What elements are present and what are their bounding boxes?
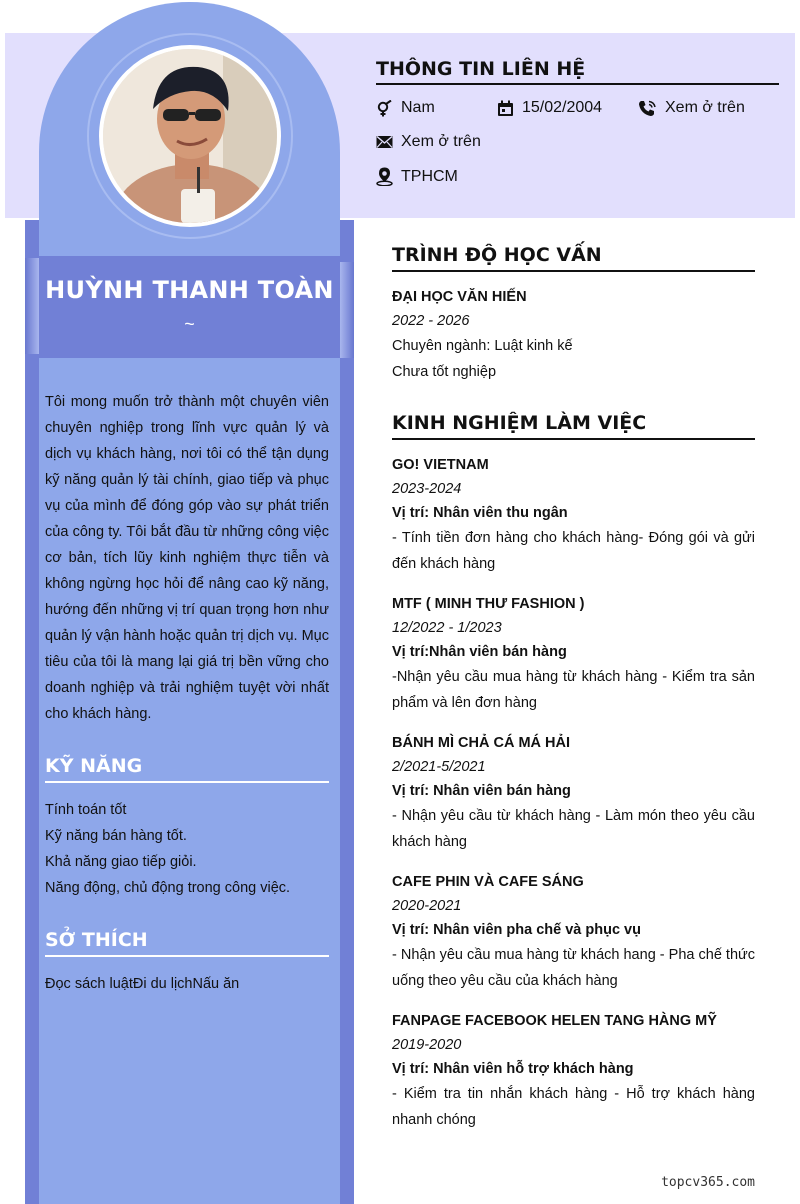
contact-gender-value: Nam [401, 99, 435, 116]
education-school: ĐẠI HỌC VĂN HIẾN [392, 289, 527, 305]
hobbies-heading: SỞ THÍCH [45, 929, 329, 957]
experience-role: Vị trí: Nhân viên pha chế và phục vụ [392, 922, 641, 938]
phone-icon [638, 100, 657, 117]
experience-period: 2023-2024 [392, 481, 462, 497]
contact-email-value: Xem ở trên [401, 133, 481, 150]
skills-list [45, 797, 329, 901]
education-major: Chuyên ngành: Luật kinh kế [392, 338, 573, 354]
experience-company: FANPAGE FACEBOOK HELEN TANG HÀNG MỸ [392, 1013, 717, 1029]
experience-role: Vị trí:Nhân viên bán hàng [392, 644, 567, 660]
experience-company: BÁNH MÌ CHẢ CÁ MÁ HẢI [392, 735, 571, 751]
skill-item: Kỹ năng bán hàng tốt. [45, 828, 187, 844]
skills-heading: KỸ NĂNG [45, 755, 329, 783]
experience-company: CAFE PHIN VÀ CAFE SÁNG [392, 874, 584, 890]
experience-heading: KINH NGHIỆM LÀM VIỆC [392, 412, 755, 440]
contact-heading: THÔNG TIN LIÊN HỆ [376, 58, 779, 85]
experience-period: 2019-2020 [392, 1037, 462, 1053]
experience-entry [392, 1009, 755, 1133]
experience-company: MTF ( MINH THƯ FASHION ) [392, 596, 585, 612]
contact-gender [376, 99, 435, 117]
footer-brand: topcv365.com [661, 1175, 755, 1190]
education-status: Chưa tốt nghiệp [392, 364, 497, 380]
contact-birthday-value: 15/02/2004 [522, 99, 603, 116]
skill-item: Tính toán tốt [45, 802, 127, 818]
person-name: HUỲNH THANH TOÀN [45, 276, 334, 304]
experience-description: -Nhận yêu cầu mua hàng từ khách hàng - Kiểm tra sản phẩm và lên đơn hàng [392, 669, 755, 711]
experience-period: 2020-2021 [392, 898, 462, 914]
experience-entry [392, 453, 755, 577]
contact-birthday [497, 99, 602, 117]
experience-description: - Nhận yêu cầu từ khách hàng - Làm món theo yêu cầu khách hàng [392, 808, 755, 850]
education-entry [392, 285, 755, 385]
education-heading: TRÌNH ĐỘ HỌC VẤN [392, 244, 755, 272]
ribbon-shine-right [340, 262, 354, 358]
hobbies-text: Đọc sách luậtĐi du lịchNấu ăn [45, 976, 240, 992]
career-objective: Tôi mong muốn trở thành một chuyên viên chuyên nghiệp trong lĩnh vực quản lý và dịch vụ khách hàng, nơi tôi có thể tận dụng kỹ năng quản lý tài chính, giao tiếp và phục vụ của mình để đóng góp vào sự phát triển của công ty. Tôi bắt đầu từ những công việc cơ bản, tích lũy kinh nghiệm thực tiễn và không ngừng học hỏi để nâng cao kỹ năng, hướng đến những vị trí quan trọng hơn như quản lý vận hành hoặc quản trị dịch vụ. Mục tiêu của tôi là mang lại giá trị bền vững cho doanh nghiệp và trải nghiệm tuyệt vời nhất cho khách hàng. [45, 394, 329, 722]
experience-period: 2/2021-5/2021 [392, 759, 486, 775]
profile-photo-icon [103, 49, 277, 223]
experience-role: Vị trí: Nhân viên bán hàng [392, 783, 571, 799]
skill-item: Khả năng giao tiếp giỏi. [45, 854, 197, 870]
location-icon [376, 167, 393, 186]
experience-company: GO! VIETNAM [392, 457, 489, 473]
experience-description: - Tính tiền đơn hàng cho khách hàng- Đóng gói và gửi đến khách hàng [392, 530, 755, 572]
experience-role: Vị trí: Nhân viên thu ngân [392, 505, 568, 521]
contact-address [376, 167, 458, 186]
mail-icon [376, 135, 393, 149]
contact-email[interactable] [376, 133, 481, 151]
experience-entry [392, 592, 755, 716]
experience-entry [392, 731, 755, 855]
gender-icon [376, 100, 393, 117]
contact-phone[interactable] [638, 99, 745, 117]
experience-description: - Kiểm tra tin nhắn khách hàng - Hỗ trợ khách hàng nhanh chóng [392, 1086, 755, 1128]
contact-phone-value: Xem ở trên [665, 99, 745, 116]
calendar-icon [497, 100, 514, 117]
experience-role: Vị trí: Nhân viên hỗ trợ khách hàng [392, 1061, 634, 1077]
contact-address-value: TPHCM [401, 167, 458, 185]
avatar [99, 45, 281, 227]
education-years: 2022 - 2026 [392, 313, 470, 329]
name-subtitle: ~ [184, 314, 195, 334]
experience-period: 12/2022 - 1/2023 [392, 620, 502, 636]
name-ribbon [25, 256, 354, 358]
experience-description: - Nhận yêu cầu mua hàng từ khách hang - Pha chế thức uống theo yêu cầu của khách hàng [392, 947, 755, 989]
experience-entry [392, 870, 755, 994]
ribbon-shine-left [25, 258, 39, 354]
skill-item: Năng động, chủ động trong công việc. [45, 880, 291, 896]
